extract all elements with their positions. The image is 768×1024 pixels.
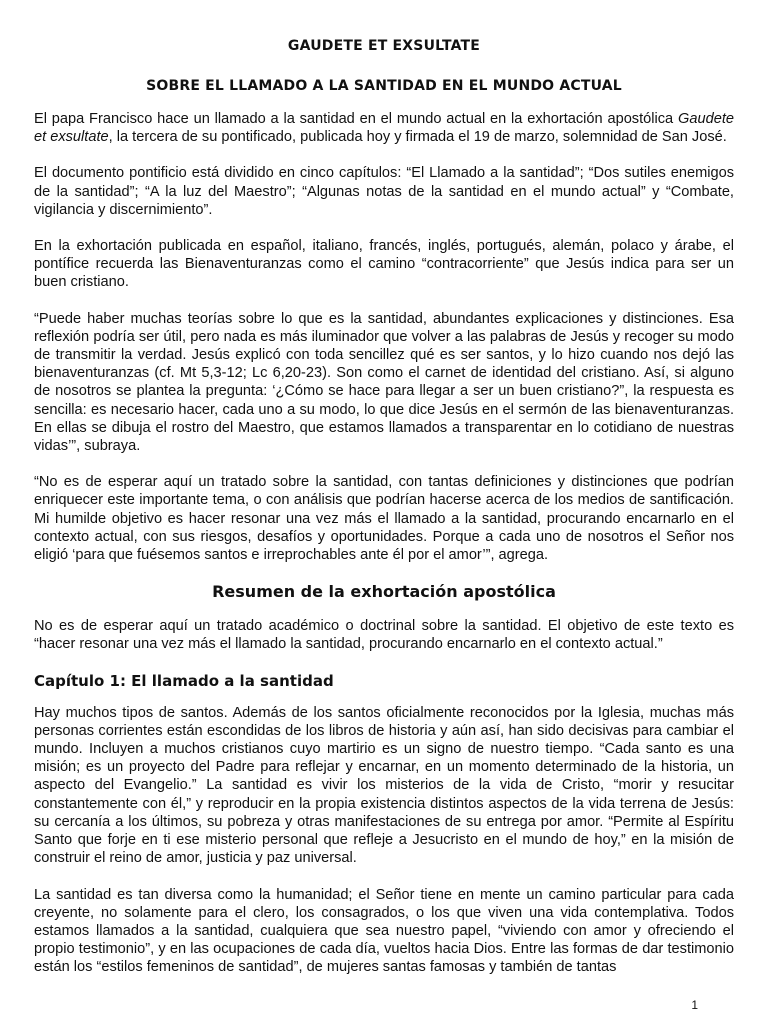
document-subtitle: SOBRE EL LLAMADO A LA SANTIDAD EN EL MUNDO ACTUAL xyxy=(146,78,622,94)
summary-paragraph: No es de esperar aquí un tratado académico o doctrinal sobre la santidad. El objetivo de este texto es “hacer resonar una vez más el llamado la santidad, procurando encarnarlo en el contexto actual.” xyxy=(34,618,734,653)
paragraph-languages: En la exhortación publicada en español, italiano, francés, inglés, portugués, alemán, polaco y árabe, el pontífice recuerda las Bienaventuranzas como el camino “contracorriente” que Jesús indica para ser un buen cristiano. xyxy=(34,238,734,291)
paragraph-chapters: El documento pontificio está dividido en cinco capítulos: “El Llamado a la santidad”; “Dos sutiles enemigos de la santidad”; “A la luz del Maestro”; “Algunas notas de la santidad en el mundo actual” y “Combate, vigilancia y discernimiento”. xyxy=(34,165,734,218)
document-name-italic: Gaudete et exsultate xyxy=(34,111,734,146)
page-number: 1 xyxy=(691,998,698,1012)
document-title: GAUDETE ET EXSULTATE xyxy=(287,38,481,54)
summary-heading: Resumen de la exhortación apostólica xyxy=(212,582,556,602)
paragraph-quote-tratado: “No es de esperar aquí un tratado sobre la santidad, con tantas definiciones y distinciones que podrían enriquecer este importante tema, o con análisis que podrían hacerse acerca de los medios de santificación. Mi humilde objetivo es hacer resonar una vez más el llamado a la santidad, procurando encarnarlo en el contexto actual, con sus riesgos, desafíos y oportunidades. Porque a cada uno de nosotros el Señor nos eligió ‘para que fuésemos santos e irreprochables ante él por el amor’”, agrega. xyxy=(34,474,734,564)
chapter1-paragraph-1: Hay muchos tipos de santos. Además de los santos oficialmente reconocidos por la Iglesia, muchas más personas corrientes están escondidas de los libros de historia y aún así, han sido decisivas para cambiar el mundo. Incluyen a muchos cristianos cuyo martirio es un signo de nuestro tiempo. “Cada santo es una misión; es un proyecto del Padre para reflejar y encarnar, en un momento determinado de la historia, un aspecto del Evangelio.” La santidad es vivir los misterios de la vida de Cristo, “morir y resucitar constantemente con él,” y reproducir en la propia existencia distintos aspectos de la vida terrena de Jesús: su cercanía a los últimos, su pobreza y otras manifestaciones de su entrega por amor. “Permite al Espíritu Santo que forje en ti ese misterio personal que refleje a Jesucristo en el mundo de hoy,” en la misión de construir el reino de amor, justicia y paz universal. xyxy=(34,704,734,867)
document-page xyxy=(34,0,734,1024)
paragraph-quote-santidad: “Puede haber muchas teorías sobre lo que es la santidad, abundantes explicaciones y distinciones. Esa reflexión podría ser útil, pero nada es más iluminador que volver a las palabras de Jesús y recoger su modo de transmitir la verdad. Jesús explicó con toda sencillez qué es ser santos, y lo hizo cuando nos dejó las bienaventuranzas (cf. Mt 5,3-12; Lc 6,20-23). Son como el carnet de identidad del cristiano. Así, si alguno de nosotros se plantea la pregunta: ‘¿Cómo se hace para llegar a ser un buen cristiano?”, la respuesta es sencilla: es necesario hacer, cada uno a su modo, lo que dice Jesús en el sermón de las bienaventuranzas. En ellas se dibuja el rostro del Maestro, que estamos llamados a transparentar en lo cotidiano de nuestras vidas’”, subraya. xyxy=(34,310,734,455)
chapter1-paragraph-2: La santidad es tan diversa como la humanidad; el Señor tiene en mente un camino particular para cada creyente, no solamente para el clero, los consagrados, o los que viven una vida contemplativa. Todos estamos llamados a la santidad, cualquiera que sea nuestro papel, “viviendo con amor y ofreciendo el propio testimonio”, y en las ocupaciones de cada día, vueltos hacia Dios. Entre las formas de dar testimonio están los “estilos femeninos de santidad”, de mujeres santas famosas y también de tantas xyxy=(34,886,734,976)
intro-text-after: , la tercera de su pontificado, publicada hoy y firmada el 19 de marzo, solemnidad de San José. xyxy=(108,129,727,146)
intro-text-before: El papa Francisco hace un llamado a la santidad en el mundo actual en la exhortación apostólica xyxy=(34,111,678,127)
chapter1-heading: Capítulo 1: El llamado a la santidad xyxy=(34,671,334,690)
document-body xyxy=(34,110,734,995)
intro-paragraph xyxy=(34,110,734,146)
